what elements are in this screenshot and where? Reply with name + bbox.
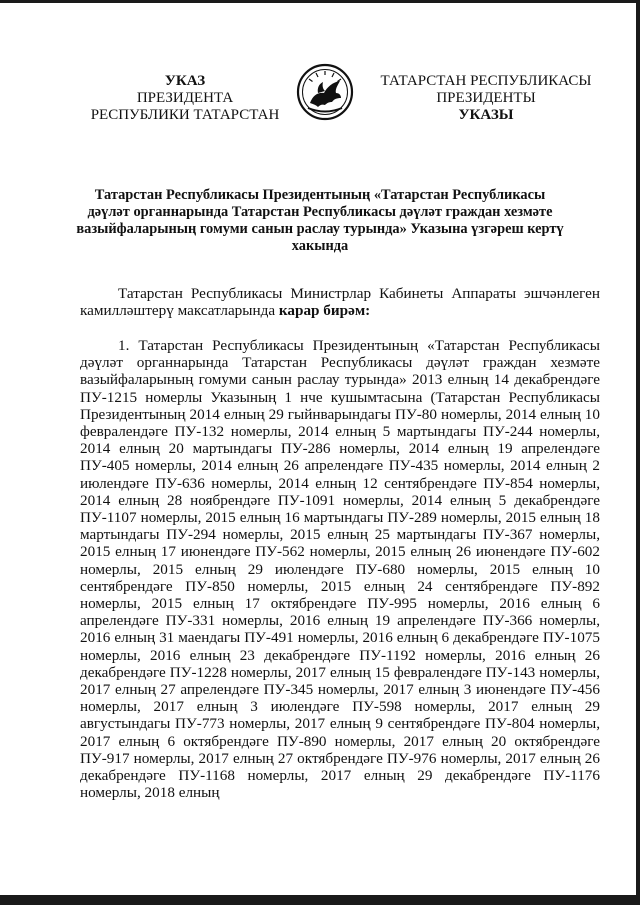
paragraph-1: 1. Татарстан Республикасы Президентының «Татарстан Республикасы дәүләт органнарында Татарстан Республикасы дәүләт граждан хезмәте вазыйфаларының гомуми санын раслау турында» 2013 елның 14 декабрендәге ПУ-1215 номерлы Указының 1 нче кушымтасына (Татарстан Республикасы Президентының 2014 елның 29 гыйнварындагы ПУ-80 номерлы, 2014 елның 10 февралендәге ПУ-132 номерлы, 2014 елның 5 мартындагы ПУ-244 номерлы, 2014 елның 20 мартындагы ПУ-286 номерлы, 2014 елның 19 апрелендәге ПУ-405 номерлы, 2014 елның 26 апрелендәге ПУ-435 номерлы, 2014 елның 2 июлендәге ПУ-636 номерлы, 2014 елның 12 сентябрендәге ПУ-854 номерлы, 2014 елның 28 ноябрендәге ПУ-1091 номерлы, 2014 елның 5 декабрендәге ПУ-1107 номерлы, 2015 елның 16 мартындагы ПУ-289 номерлы, 2015 елның 18 мартындагы ПУ-294 номерлы, 2015 елның 25 мартындагы ПУ-367 номерлы, 2015 елның 17 июнендәге ПУ-562 номерлы, 2015 елның 26 июнендәге ПУ-602 номерлы, 2015 елның 29 июлендәге ПУ-680 номерлы, 2015 елның 10 сентябрендәге ПУ-850 номерлы, 2015 елның 24 сентябрендәге ПУ-892 номерлы, 2015 елның 17 октябрендәге ПУ-995 номерлы, 2016 елның 6 апрелендәге ПУ-331 номерлы, 2016 елның 19 апрелендәге ПУ-366 номерлы, 2016 елның 31 маендагы ПУ-491 номерлы, 2016 елның 6 декабрендәге ПУ-1075 номерлы, 2016 елның 23 декабрендәге ПУ-1192 номерлы, 2016 елның 26 декабрендәге ПУ-1228 номерлы, 2017 елның 15 февралендәге ПУ-143 номерлы, 2017 елның 27 апрелендәге ПУ-345 номерлы, 2017 елның 3 июнендәге ПУ-456 номерлы, 2017 елның 3 июлендәге ПУ-598 номерлы, 2017 елның 29 августындагы ПУ-773 номерлы, 2017 елның 9 сентябрендәге ПУ-804 номерлы, 2017 елның 6 октябрендәге ПУ-890 номерлы, 2017 елның 20 октябрендәге ПУ-917 номерлы, 2017 елның 27 октябрендәге ПУ-976 номерлы, 2017 елның 26 декабрендәге ПУ-1168 номерлы, 2017 елның 29 декабрендәге ПУ-1176 номерлы, 2018 елның (80, 337, 600, 802)
decree-body (80, 337, 600, 801)
header-right-line2: ПРЕЗИДЕНТЫ (436, 90, 536, 106)
scan-edge-bottom (0, 895, 640, 905)
preamble-emphasis: карар бирәм: (278, 302, 371, 320)
header-left-line1: УКАЗ (164, 73, 206, 89)
header-left-block (80, 73, 290, 124)
scan-edge-top (0, 0, 640, 3)
scan-edge-right (636, 0, 640, 905)
header-right-block (370, 73, 602, 124)
document-title: Татарстан Республикасы Президентының «Татарстан Республикасы дәүләт органнарында Татарстан Республикасы дәүләт граждан хезмәте вазыйфаларының гомуми санын раслау турында» Указына үзгәреш кертү хакында (76, 187, 564, 254)
header-left-line2: ПРЕЗИДЕНТА (136, 90, 234, 106)
preamble (80, 285, 600, 319)
preamble-text: Татарстан Республикасы Министрлар Кабинеты Аппараты эшчәнлеген камилләштерү максатларында (80, 285, 600, 320)
tatarstan-coat-of-arms-icon (296, 62, 354, 122)
header-right-line1: ТАТАРСТАН РЕСПУБЛИКАСЫ (380, 73, 592, 89)
header-left-line3: РЕСПУБЛИКИ ТАТАРСТАН (90, 107, 280, 123)
header-right-line3: УКАЗЫ (458, 107, 514, 123)
